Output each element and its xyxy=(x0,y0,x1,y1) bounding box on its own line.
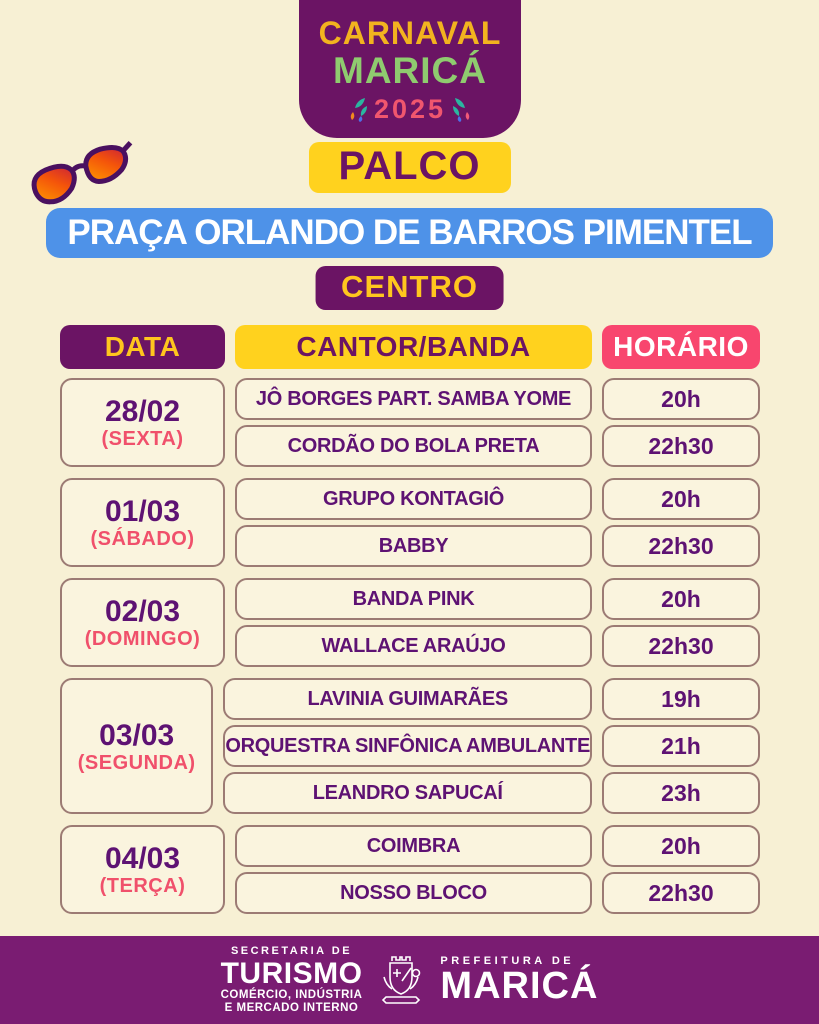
time-cell: 23h xyxy=(602,772,760,814)
artist-cell: JÔ BORGES PART. SAMBA YOME xyxy=(235,378,592,420)
artist-cell: ORQUESTRA SINFÔNICA AMBULANTE xyxy=(223,725,592,767)
date-cell xyxy=(60,378,225,467)
show-row xyxy=(235,872,760,914)
artist-cell: GRUPO KONTAGIÔ xyxy=(235,478,592,520)
date-cell xyxy=(60,578,225,667)
time-cell: 22h30 xyxy=(602,525,760,567)
time-cell: 22h30 xyxy=(602,625,760,667)
footer-bar xyxy=(0,936,819,1024)
artist-cell: BABBY xyxy=(235,525,592,567)
confetti-right-icon xyxy=(449,92,475,127)
artist-cell: NOSSO BLOCO xyxy=(235,872,592,914)
show-row xyxy=(235,378,760,420)
show-row xyxy=(235,425,760,467)
weekday-value: (TERÇA) xyxy=(99,875,186,897)
date-value: 02/03 xyxy=(104,595,181,628)
prefecture-main-label: MARICÁ xyxy=(440,964,599,1007)
show-row xyxy=(223,725,760,767)
venue-name: PRAÇA ORLANDO DE BARROS PIMENTEL xyxy=(67,213,752,252)
shows-column xyxy=(235,378,760,467)
header-time: HORÁRIO xyxy=(602,325,760,369)
time-cell: 20h xyxy=(602,378,760,420)
date-value: 28/02 xyxy=(104,395,181,428)
logo-year-row xyxy=(345,92,475,127)
weekday-value: (SEXTA) xyxy=(101,428,184,450)
shows-column xyxy=(235,478,760,567)
prefecture-block xyxy=(440,956,598,1005)
weekday-value: (DOMINGO) xyxy=(84,628,201,650)
schedule-group xyxy=(60,478,760,567)
schedule-group xyxy=(60,578,760,667)
venue-banner xyxy=(46,208,773,258)
time-cell: 20h xyxy=(602,578,760,620)
district-label: CENTRO xyxy=(341,269,478,304)
stage-label: PALCO xyxy=(338,144,481,188)
confetti-left-icon xyxy=(345,92,371,127)
artist-cell: CORDÃO DO BOLA PRETA xyxy=(235,425,592,467)
artist-cell: COIMBRA xyxy=(235,825,592,867)
date-value: 04/03 xyxy=(104,842,181,875)
schedule-header-row xyxy=(60,325,760,369)
time-cell: 20h xyxy=(602,825,760,867)
shows-column xyxy=(235,578,760,667)
time-cell: 22h30 xyxy=(602,872,760,914)
time-cell: 21h xyxy=(602,725,760,767)
show-row xyxy=(235,825,760,867)
logo-year-text: 2025 xyxy=(373,94,447,125)
secretary-top-label: SECRETARIA DE xyxy=(230,945,353,958)
schedule-group xyxy=(60,825,760,914)
artist-cell: WALLACE ARAÚJO xyxy=(235,625,592,667)
header-artist: CANTOR/BANDA xyxy=(235,325,592,369)
date-cell xyxy=(60,678,213,814)
date-value: 01/03 xyxy=(104,495,181,528)
schedule-group xyxy=(60,378,760,467)
time-cell: 22h30 xyxy=(602,425,760,467)
prefecture-top-label: PREFEITURA DE xyxy=(440,954,575,967)
show-row xyxy=(223,772,760,814)
time-cell: 19h xyxy=(602,678,760,720)
show-row xyxy=(235,625,760,667)
district-pill xyxy=(315,266,504,310)
marica-coat-of-arms-icon xyxy=(378,951,424,1009)
schedule-group xyxy=(60,678,760,814)
header-date: DATA xyxy=(60,325,225,369)
weekday-value: (SEGUNDA) xyxy=(77,751,196,774)
weekday-value: (SÁBADO) xyxy=(90,528,195,550)
show-row xyxy=(235,478,760,520)
show-row xyxy=(235,525,760,567)
schedule-groups xyxy=(60,378,760,914)
show-row xyxy=(235,578,760,620)
logo-marica-text: MARICÁ xyxy=(333,49,487,91)
shows-column xyxy=(235,825,760,914)
secretary-sub1-label: COMÉRCIO, INDÚSTRIA xyxy=(220,989,363,1002)
show-row xyxy=(223,678,760,720)
shows-column xyxy=(223,678,760,814)
time-cell: 20h xyxy=(602,478,760,520)
date-cell xyxy=(60,825,225,914)
secretary-main-label: TURISMO xyxy=(220,956,363,990)
artist-cell: LAVINIA GUIMARÃES xyxy=(223,678,592,720)
artist-cell: BANDA PINK xyxy=(235,578,592,620)
secretary-block xyxy=(221,946,363,1013)
date-cell xyxy=(60,478,225,567)
carnival-logo-badge xyxy=(299,0,521,138)
logo-carnaval-text: CARNAVAL xyxy=(318,14,502,51)
secretary-sub2-label: E MERCADO INTERNO xyxy=(224,1001,359,1014)
schedule-table xyxy=(60,325,760,925)
stage-pill xyxy=(308,142,510,193)
date-value: 03/03 xyxy=(99,718,175,752)
artist-cell: LEANDRO SAPUCAÍ xyxy=(223,772,592,814)
